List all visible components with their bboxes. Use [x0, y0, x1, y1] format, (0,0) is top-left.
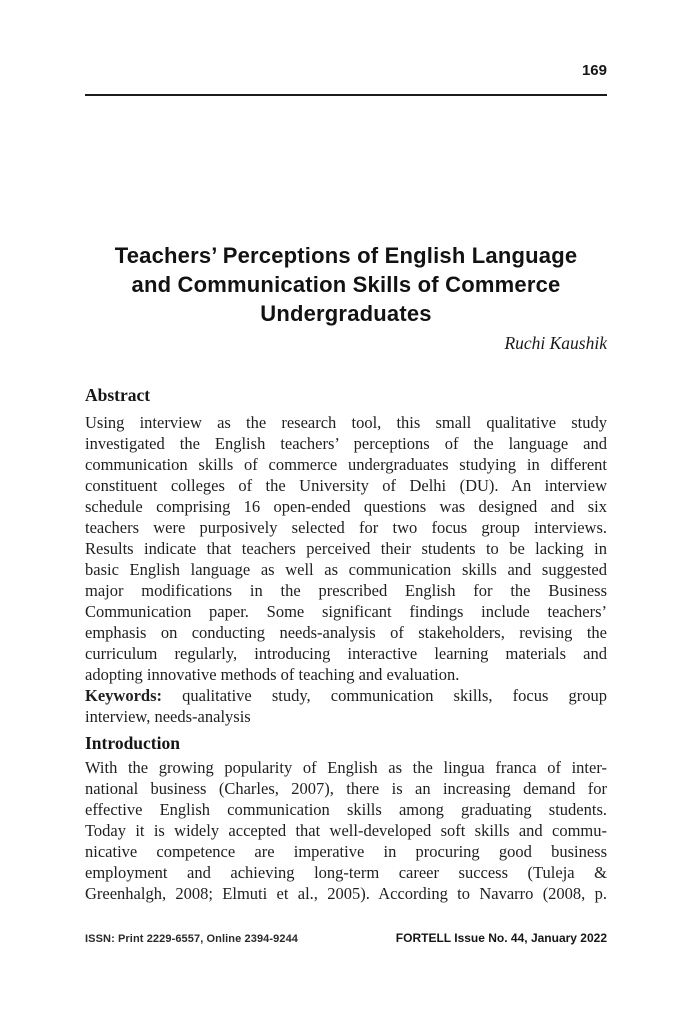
article-title-line: and Communication Skills of Commerce: [131, 272, 561, 297]
text-line: major modifications in the prescribed English for the Business: [85, 581, 607, 600]
article-title: [85, 241, 607, 328]
keywords-label: Keywords:: [85, 686, 162, 705]
text-line: effective English communication skills among graduating students.: [85, 800, 607, 819]
text-line: With the growing popularity of English as the lingua franca of inter-: [85, 758, 607, 777]
text-line: national business (Charles, 2007), there is an increasing demand for: [85, 779, 607, 798]
text-line: employment and achieving long-term career success (Tuleja &: [85, 863, 607, 882]
text-line: schedule comprising 16 open-ended questions was designed and six: [85, 497, 607, 516]
page-footer: [85, 931, 607, 945]
page-number: 169: [581, 62, 607, 79]
abstract-heading: Abstract: [85, 385, 151, 405]
text-line: communication skills of commerce undergraduates studying in different: [85, 455, 607, 474]
text-line: Results indicate that teachers perceived their students to be lacking in: [85, 539, 607, 558]
footer-issue: FORTELL Issue No. 44, January 2022: [395, 931, 607, 945]
text-line: basic English language as well as communication skills and suggested: [85, 560, 607, 579]
keywords-paragraph: [85, 685, 607, 727]
introduction-paragraph: [85, 757, 607, 904]
keywords-line: interview, needs-analysis: [85, 707, 251, 726]
author-name: Ruchi Kaushik: [504, 333, 607, 353]
text-line: investigated the English teachers’ perceptions of the language and: [85, 434, 607, 453]
text-line: Today it is widely accepted that well-developed soft skills and commu-: [85, 821, 607, 840]
article-title-line: Teachers’ Perceptions of English Language: [114, 243, 578, 268]
text-line: Greenhalgh, 2008; Elmuti et al., 2005). According to Navarro (2008, p.: [85, 884, 607, 903]
text-line: emphasis on conducting needs-analysis of stakeholders, revising the: [85, 623, 607, 642]
header-rule: [85, 94, 607, 96]
keywords-line: [85, 685, 607, 706]
text-line: nicative competence are imperative in procuring good business: [85, 842, 607, 861]
text-line: curriculum regularly, introducing interactive learning materials and: [85, 644, 607, 663]
text-line: adopting innovative methods of teaching and evaluation.: [85, 665, 460, 684]
abstract-paragraph: [85, 412, 607, 685]
introduction-heading: Introduction: [85, 733, 180, 753]
text-line: teachers were purposively selected for two focus group interviews.: [85, 518, 607, 537]
footer-issn: ISSN: Print 2229-6557, Online 2394-9244: [85, 933, 299, 945]
keywords-text: qualitative study, communication skills, focus group: [162, 686, 607, 705]
text-line: Communication paper. Some significant findings include teachers’: [85, 602, 607, 621]
article-title-line: Undergraduates: [260, 301, 432, 326]
text-line: Using interview as the research tool, this small qualitative study: [85, 413, 607, 432]
text-line: constituent colleges of the University of Delhi (DU). An interview: [85, 476, 607, 495]
